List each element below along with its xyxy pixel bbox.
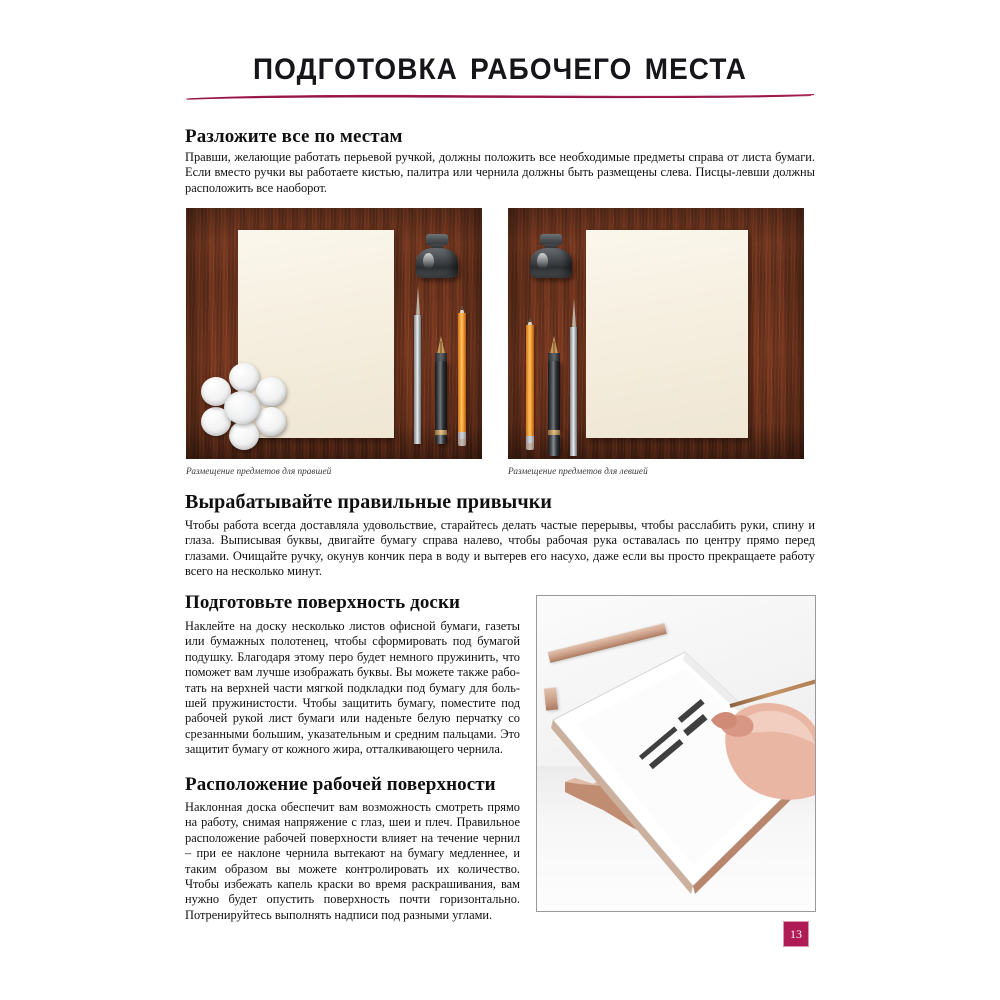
figure-caption-left-handed: Размещение предметов для левшей xyxy=(508,467,648,477)
figure-caption-right-handed: Размещение предметов для правшей xyxy=(186,467,332,477)
section-paragraph-4: Наклонная доска обеспечит вам возможность смотреть прямо на работу, снимая напряжение с глаз, шеи и плеч. Правильное расположение рабочей поверхности влияет на течение чернил – при ее наклоне чернила вытекают на бумагу медленнее, и таким образом вы можете контролировать их количество. Чтобы избежать капель краски во время раскрашивания, вам нужно будет опустить поверхность почти горизонтально. Потренируйтесь выполнять надписи под разными углами. xyxy=(185,800,520,922)
page-number-badge xyxy=(783,921,809,947)
section-heading-3: Подготовьте поверхность доски xyxy=(185,592,461,613)
ink-bottle-icon xyxy=(416,234,458,280)
section-heading-2: Вырабатывайте правильные привычки xyxy=(185,491,553,513)
section-heading-1: Разложите все по местам xyxy=(185,126,403,147)
section-heading-4: Расположение рабочей поверхности xyxy=(185,774,496,795)
paper-sheet xyxy=(586,230,748,438)
figure-drawing-board-setup xyxy=(536,595,816,912)
page-title-block xyxy=(185,42,815,88)
figure-left-handed-setup xyxy=(508,208,804,459)
section-paragraph-1: Правши, желающие работать перьевой ручкой, должны положить все необходимые предметы справа от листа бумаги. Если вместо ручки вы работаете кистью, палитра или чернила должны быть размещены слева. Писцы-левши должны расположить все наоборот. xyxy=(185,150,815,195)
ink-bottle-icon xyxy=(530,234,572,280)
section-paragraph-2: Чтобы работа всегда доставляла удовольствие, старайтесь делать частые перерывы, чтобы расслабить руки, спину и глаза. Выписывая буквы, двигайте бумагу справа налево, чтобы рабочая рука оставалась по центру прямо перед глазами. Очищайте ручку, окунув кончик пера в воду и вытерев его насухо, даже если вы просто прекращаете работу всего на несколько минут. xyxy=(185,518,815,579)
pencil-icon xyxy=(526,318,534,450)
page-number-text: 13 xyxy=(790,926,802,941)
fountain-pen-icon xyxy=(435,336,447,444)
brush-icon xyxy=(570,298,577,456)
pencil-icon xyxy=(458,306,466,446)
brush-icon xyxy=(414,286,421,444)
section-paragraph-3: Наклейте на доску несколько листов офисной бумаги, газеты или бумажных полотенец, чтобы сформировать под бумагой подушку. Благодаря этому перо будет немного пружинить, что поможет вам лучше изображать буквы. Вы можете также работать на верхней части мягкой подкладки под бумагу для большей пружинистости. Чтобы защитить бумагу, поместите под рабочей рукой лист бумаги или наденьте белую перчатку со срезанными большим, указательным и средним пальцами. Это защитит бумагу от кожного жира, отталкивающего чернила. xyxy=(185,619,520,757)
hand-with-pen-icon xyxy=(705,686,816,806)
flower-palette-icon xyxy=(196,363,288,451)
page-title: подготовка рабочего места xyxy=(252,41,748,89)
fountain-pen-icon xyxy=(548,336,560,456)
figure-right-handed-setup xyxy=(186,208,482,459)
title-brush-stroke xyxy=(185,92,815,101)
